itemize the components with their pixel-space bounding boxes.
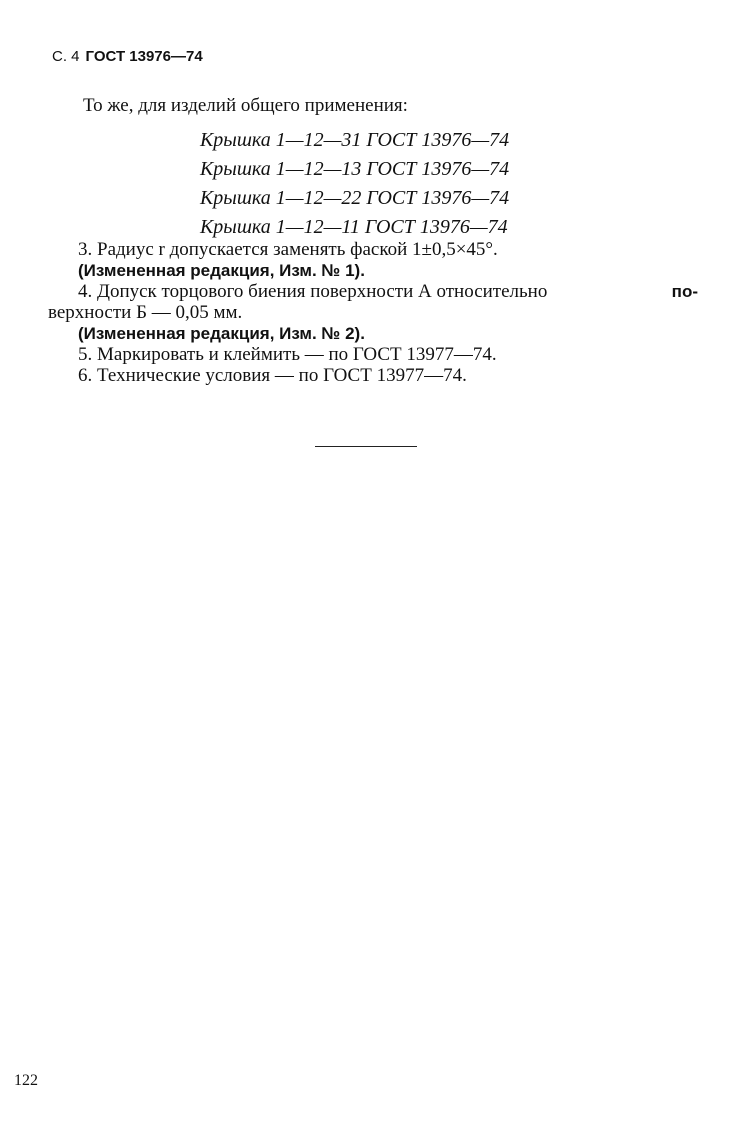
item-3: 3. Радиус r допускается заменять фаской 1±0,5×45°. [78,239,498,260]
item-4-line-1 [48,282,698,303]
designation-item: Крышка 1—12—31 ГОСТ 13976—74 [200,129,510,151]
page-reference: С. 4 [52,48,80,65]
page-number: 122 [14,1072,38,1089]
page-header [52,48,203,65]
designation-item: Крышка 1—12—13 ГОСТ 13976—74 [200,158,510,180]
amendment-note-2: (Измененная редакция, Изм. № 2). [78,324,365,343]
standard-code: ГОСТ 13976—74 [85,48,203,65]
designation-list [200,126,509,242]
item-5: 5. Маркировать и клеймить — по ГОСТ 13977—74. [78,344,497,365]
item-6: 6. Технические условия — по ГОСТ 13977—74. [78,365,467,386]
item-4-text: 4. Допуск торцового биения поверхности А относительно [78,281,548,302]
intro-text: То же, для изделий общего применения: [83,95,408,116]
requirements-list [48,240,698,387]
item-4-line-2: верхности Б — 0,05 мм. [48,302,243,323]
designation-item: Крышка 1—12—11 ГОСТ 13976—74 [200,216,508,238]
designation-item: Крышка 1—12—22 ГОСТ 13976—74 [200,187,510,209]
item-4-hyphen-part: по- [671,282,698,301]
end-rule [315,446,417,447]
amendment-note-1: (Измененная редакция, Изм. № 1). [78,261,365,280]
